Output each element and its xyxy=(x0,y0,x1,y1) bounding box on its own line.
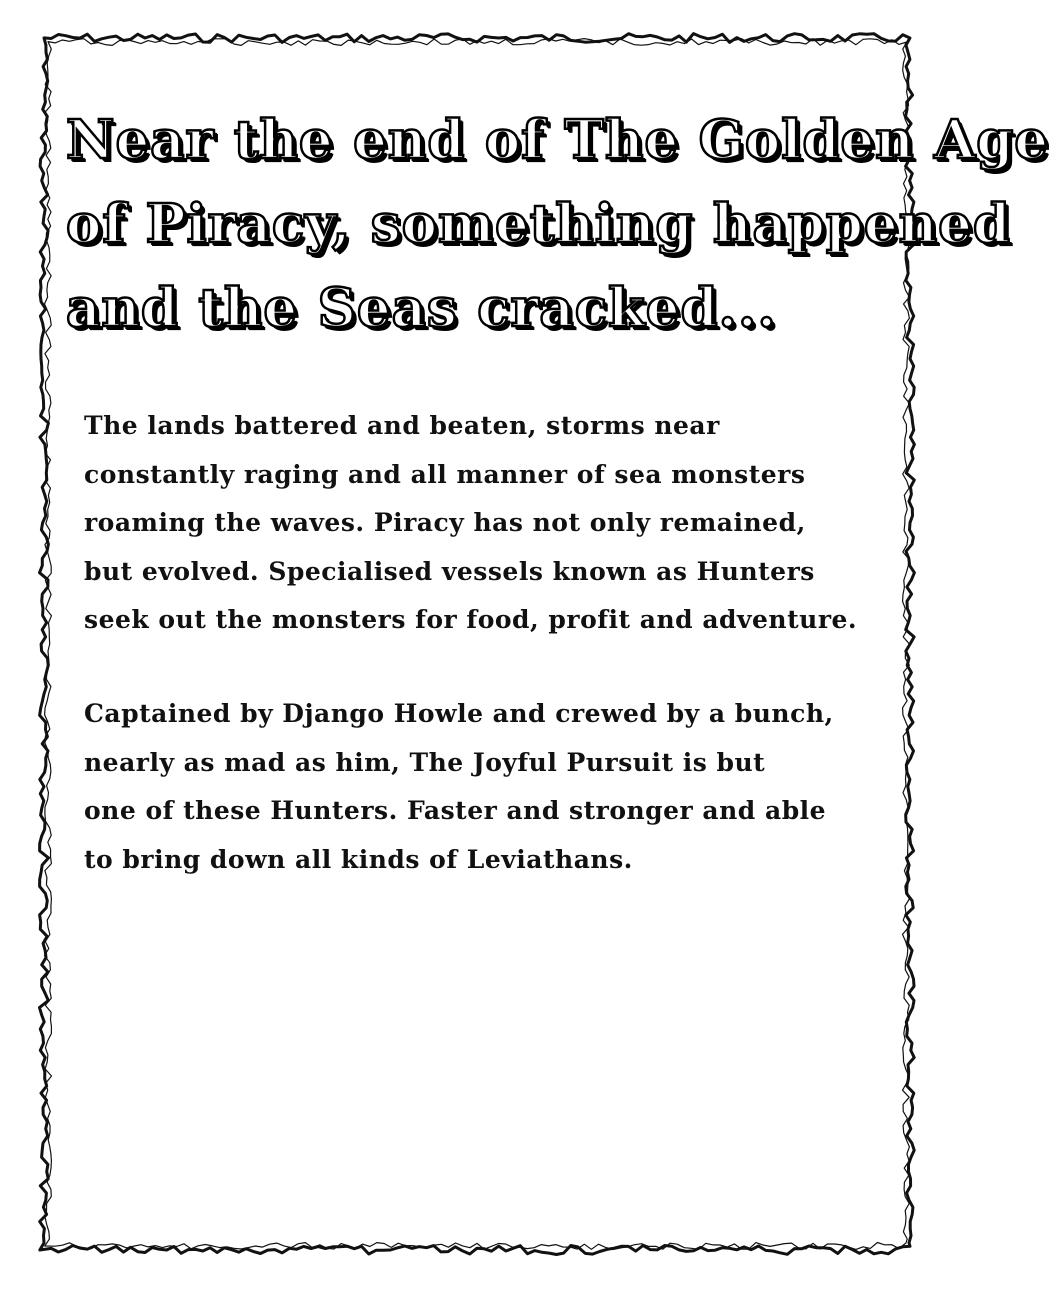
paragraph-line: one of these Hunters. Faster and stronger and able xyxy=(84,796,827,825)
intro-paragraph xyxy=(84,402,884,645)
paragraph-line: to bring down all kinds of Leviathans. xyxy=(84,844,633,874)
page-title xyxy=(66,98,1049,350)
paragraph-line: roaming the waves. Piracy has not only remained, xyxy=(84,508,806,537)
paragraph-line: nearly as mad as him, The Joyful Pursuit is but xyxy=(84,747,766,777)
title-line: and the Seas cracked... xyxy=(66,277,777,339)
paragraph-line: The lands battered and beaten, storms near xyxy=(84,411,720,440)
crew-paragraph xyxy=(84,690,884,884)
paragraph-line: constantly raging and all manner of sea monsters xyxy=(84,459,806,489)
title-line: of Piracy, something happened xyxy=(66,193,1011,255)
title-line: Near the end of The Golden Age xyxy=(66,109,1049,171)
paragraph-line: but evolved. Specialised vessels known as Hunters xyxy=(84,556,815,586)
paragraph-line: Captained by Django Howle and crewed by a bunch, xyxy=(84,699,834,728)
paragraph-line: seek out the monsters for food, profit and adventure. xyxy=(84,605,858,634)
